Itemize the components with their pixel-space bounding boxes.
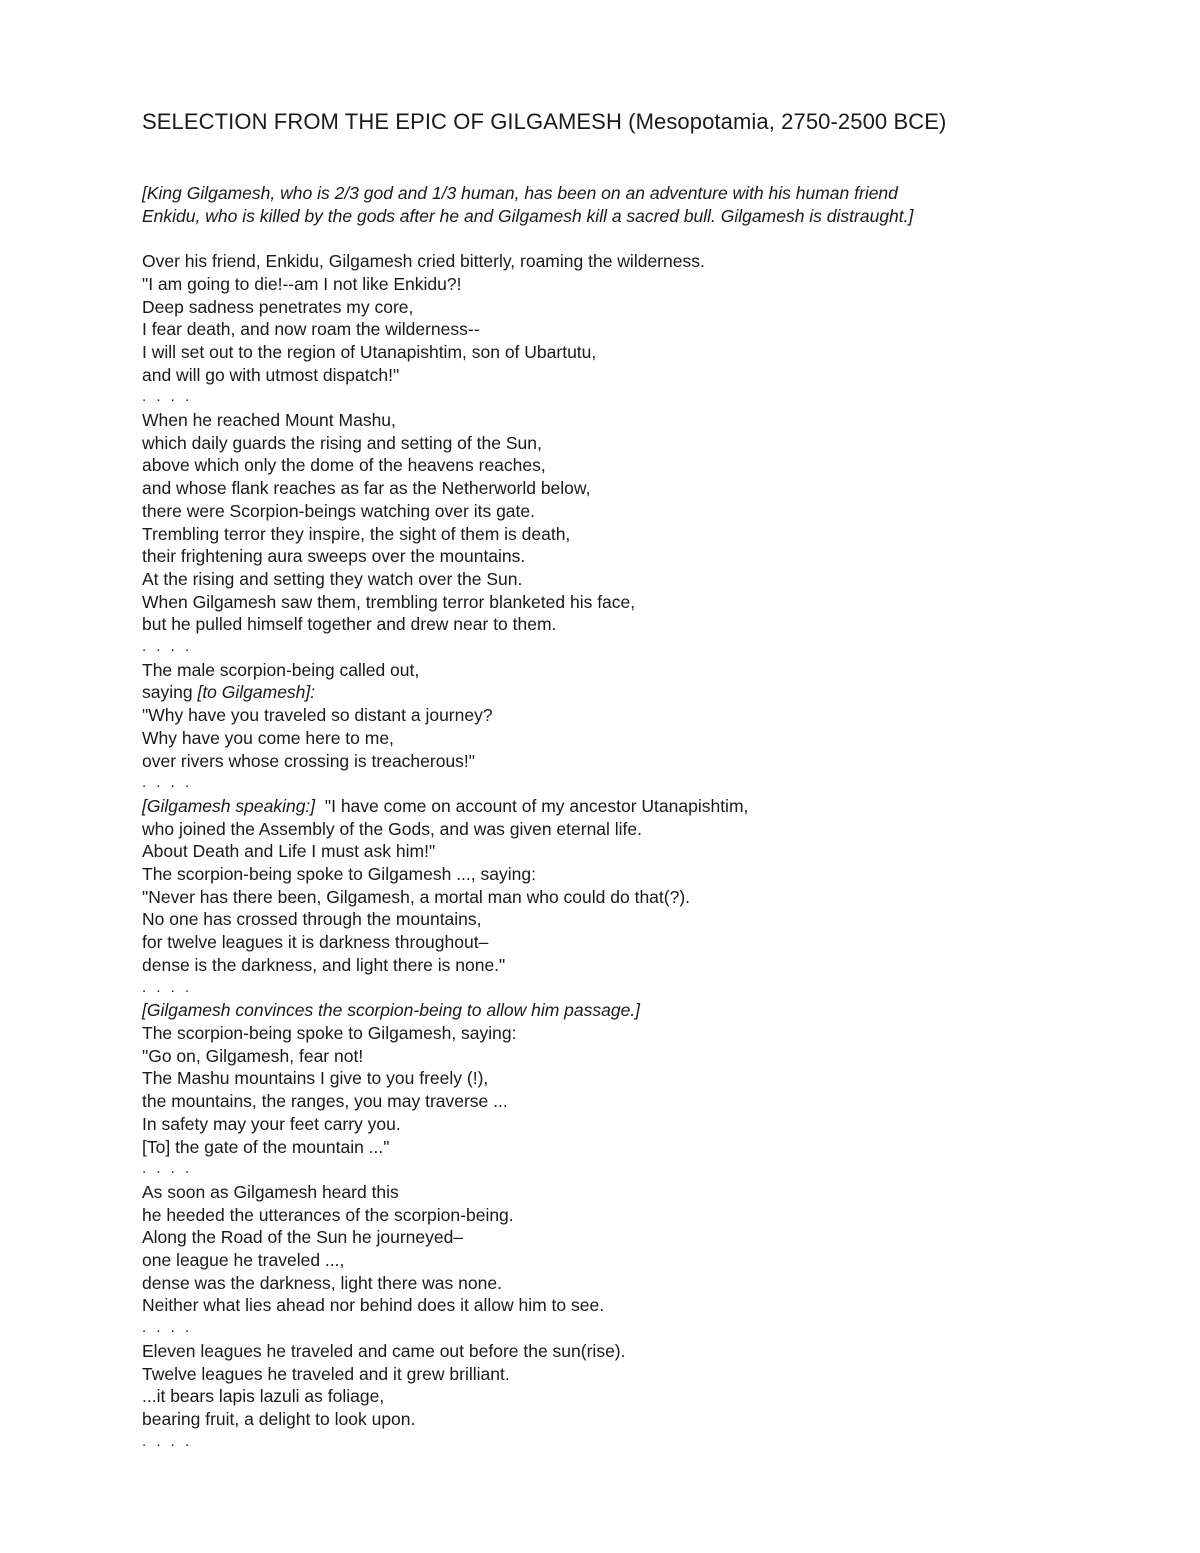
- stage-direction: [Gilgamesh speaking:]: [142, 795, 316, 816]
- poem-line: [142, 341, 1142, 364]
- poem-line: [142, 1249, 1142, 1272]
- poem-line: [142, 704, 1142, 727]
- poem-line: [142, 477, 1142, 500]
- line-text: The male scorpion-being called out,: [142, 659, 420, 680]
- line-text: "I have come on account of my ancestor Utanapishtim,: [315, 795, 749, 816]
- line-text: In safety may your feet carry you.: [142, 1113, 401, 1134]
- poem-line: [142, 1340, 1142, 1363]
- section-break: [142, 772, 1142, 795]
- section-break: [142, 1158, 1142, 1181]
- poem-line: [142, 750, 1142, 773]
- poem-line: [142, 1090, 1142, 1113]
- poem-line: [142, 818, 1142, 841]
- line-text: saying: [142, 682, 198, 703]
- poem-line: [142, 1067, 1142, 1090]
- poem-line: [142, 1204, 1142, 1227]
- poem-line: [142, 500, 1142, 523]
- stage-direction: [to Gilgamesh]:: [197, 682, 316, 703]
- line-text: As soon as Gilgamesh heard this: [142, 1181, 399, 1202]
- line-text: the mountains, the ranges, you may traverse ...: [142, 1091, 508, 1112]
- line-text: ...it bears lapis lazuli as foliage,: [142, 1386, 385, 1407]
- line-text: dense was the darkness, light there was none.: [142, 1272, 502, 1293]
- line-text: but he pulled himself together and drew near to them.: [142, 614, 557, 635]
- poem-line: [142, 296, 1142, 319]
- poem-line: [142, 1136, 1142, 1159]
- line-text: . . . .: [142, 1319, 193, 1337]
- poem-line: [142, 613, 1142, 636]
- poem-line: [142, 545, 1142, 568]
- section-break: [142, 386, 1142, 409]
- section-break: [142, 977, 1142, 1000]
- line-text: "Why have you traveled so distant a journey?: [142, 705, 493, 726]
- poem-line: [142, 432, 1142, 455]
- line-text: Eleven leagues he traveled and came out before the sun(rise).: [142, 1340, 626, 1361]
- line-text: Deep sadness penetrates my core,: [142, 296, 414, 317]
- poem-line: [142, 681, 1142, 704]
- poem-line: [142, 318, 1142, 341]
- line-text: I will set out to the region of Utanapishtim, son of Ubartutu,: [142, 341, 597, 362]
- poem-line: [142, 954, 1142, 977]
- poem-line: [142, 1226, 1142, 1249]
- line-text: . . . .: [142, 388, 193, 406]
- intro-line: Enkidu, who is killed by the gods after he and Gilgamesh kill a sacred bull. Gilgamesh is distraught.]: [142, 205, 914, 226]
- poem-line: [142, 364, 1142, 387]
- line-text: Twelve leagues he traveled and it grew brilliant.: [142, 1363, 510, 1384]
- poem-line: [142, 908, 1142, 931]
- line-text: their frightening aura sweeps over the mountains.: [142, 546, 526, 567]
- line-text: Over his friend, Enkidu, Gilgamesh cried bitterly, roaming the wilderness.: [142, 251, 705, 272]
- poem-line: [142, 1363, 1142, 1386]
- poem-line: [142, 1045, 1142, 1068]
- line-text: . . . .: [142, 978, 193, 996]
- line-text: . . . .: [142, 774, 193, 792]
- line-text: . . . .: [142, 1160, 193, 1178]
- line-text: he heeded the utterances of the scorpion-being.: [142, 1204, 514, 1225]
- poem-line: [142, 523, 1142, 546]
- line-text: The Mashu mountains I give to you freely (!),: [142, 1068, 489, 1089]
- line-text: Trembling terror they inspire, the sight of them is death,: [142, 523, 571, 544]
- line-text: The scorpion-being spoke to Gilgamesh ..., saying:: [142, 864, 536, 885]
- poem-line: [142, 1294, 1142, 1317]
- poem-line: [142, 886, 1142, 909]
- line-text: "I am going to die!--am I not like Enkidu?!: [142, 273, 462, 294]
- line-text: which daily guards the rising and setting of the Sun,: [142, 432, 542, 453]
- line-text: When he reached Mount Mashu,: [142, 410, 396, 431]
- poem-line: [142, 591, 1142, 614]
- section-break: [142, 1317, 1142, 1340]
- line-text: [Gilgamesh convinces the scorpion-being to allow him passage.]: [142, 1000, 641, 1021]
- line-text: I fear death, and now roam the wilderness--: [142, 319, 480, 340]
- line-text: [To] the gate of the mountain ...": [142, 1136, 390, 1157]
- line-text: "Never has there been, Gilgamesh, a mortal man who could do that(?).: [142, 886, 691, 907]
- line-text: one league he traveled ...,: [142, 1250, 345, 1271]
- line-text: above which only the dome of the heavens reaches,: [142, 455, 546, 476]
- line-text: Along the Road of the Sun he journeyed–: [142, 1227, 464, 1248]
- poem-line: [142, 454, 1142, 477]
- poem-line: [142, 659, 1142, 682]
- poem-line: [142, 568, 1142, 591]
- line-text: The scorpion-being spoke to Gilgamesh, saying:: [142, 1023, 517, 1043]
- line-text: No one has crossed through the mountains,: [142, 909, 482, 930]
- intro-line: [King Gilgamesh, who is 2/3 god and 1/3 human, has been on an adventure with his human friend: [142, 183, 898, 203]
- poem-line: [142, 1022, 1142, 1045]
- poem-line: [142, 795, 1142, 818]
- poem-line: [142, 1272, 1142, 1295]
- poem-body: [142, 250, 1142, 1453]
- line-text: for twelve leagues it is darkness throughout–: [142, 932, 489, 953]
- line-text: About Death and Life I must ask him!": [142, 841, 436, 862]
- section-break: [142, 636, 1142, 659]
- poem-line: [142, 931, 1142, 954]
- poem-line: [142, 1408, 1142, 1431]
- line-text: Why have you come here to me,: [142, 727, 394, 748]
- line-text: bearing fruit, a delight to look upon.: [142, 1408, 416, 1429]
- line-text: dense is the darkness, and light there is none.": [142, 954, 506, 975]
- poem-line: [142, 409, 1142, 432]
- poem-line: [142, 1385, 1142, 1408]
- poem-line: [142, 1181, 1142, 1204]
- document-page: [142, 108, 1142, 1453]
- poem-line: [142, 863, 1142, 886]
- line-text: Neither what lies ahead nor behind does it allow him to see.: [142, 1295, 605, 1316]
- line-text: . . . .: [142, 1432, 193, 1450]
- poem-line: [142, 999, 1142, 1022]
- line-text: over rivers whose crossing is treacherous!": [142, 750, 476, 771]
- poem-line: [142, 727, 1142, 750]
- poem-line: [142, 1113, 1142, 1136]
- line-text: and whose flank reaches as far as the Netherworld below,: [142, 478, 591, 499]
- document-title: SELECTION FROM THE EPIC OF GILGAMESH (Mesopotamia, 2750-2500 BCE): [142, 109, 947, 134]
- line-text: who joined the Assembly of the Gods, and was given eternal life.: [142, 818, 643, 839]
- line-text: "Go on, Gilgamesh, fear not!: [142, 1045, 364, 1066]
- line-text: When Gilgamesh saw them, trembling terror blanketed his face,: [142, 591, 636, 612]
- poem-line: [142, 273, 1142, 296]
- poem-line: [142, 250, 1142, 273]
- line-text: and will go with utmost dispatch!": [142, 364, 400, 385]
- poem-line: [142, 840, 1142, 863]
- line-text: At the rising and setting they watch over the Sun.: [142, 568, 523, 589]
- line-text: . . . .: [142, 638, 193, 656]
- line-text: there were Scorpion-beings watching over its gate.: [142, 500, 535, 521]
- section-break: [142, 1431, 1142, 1454]
- intro-note: [142, 182, 1142, 227]
